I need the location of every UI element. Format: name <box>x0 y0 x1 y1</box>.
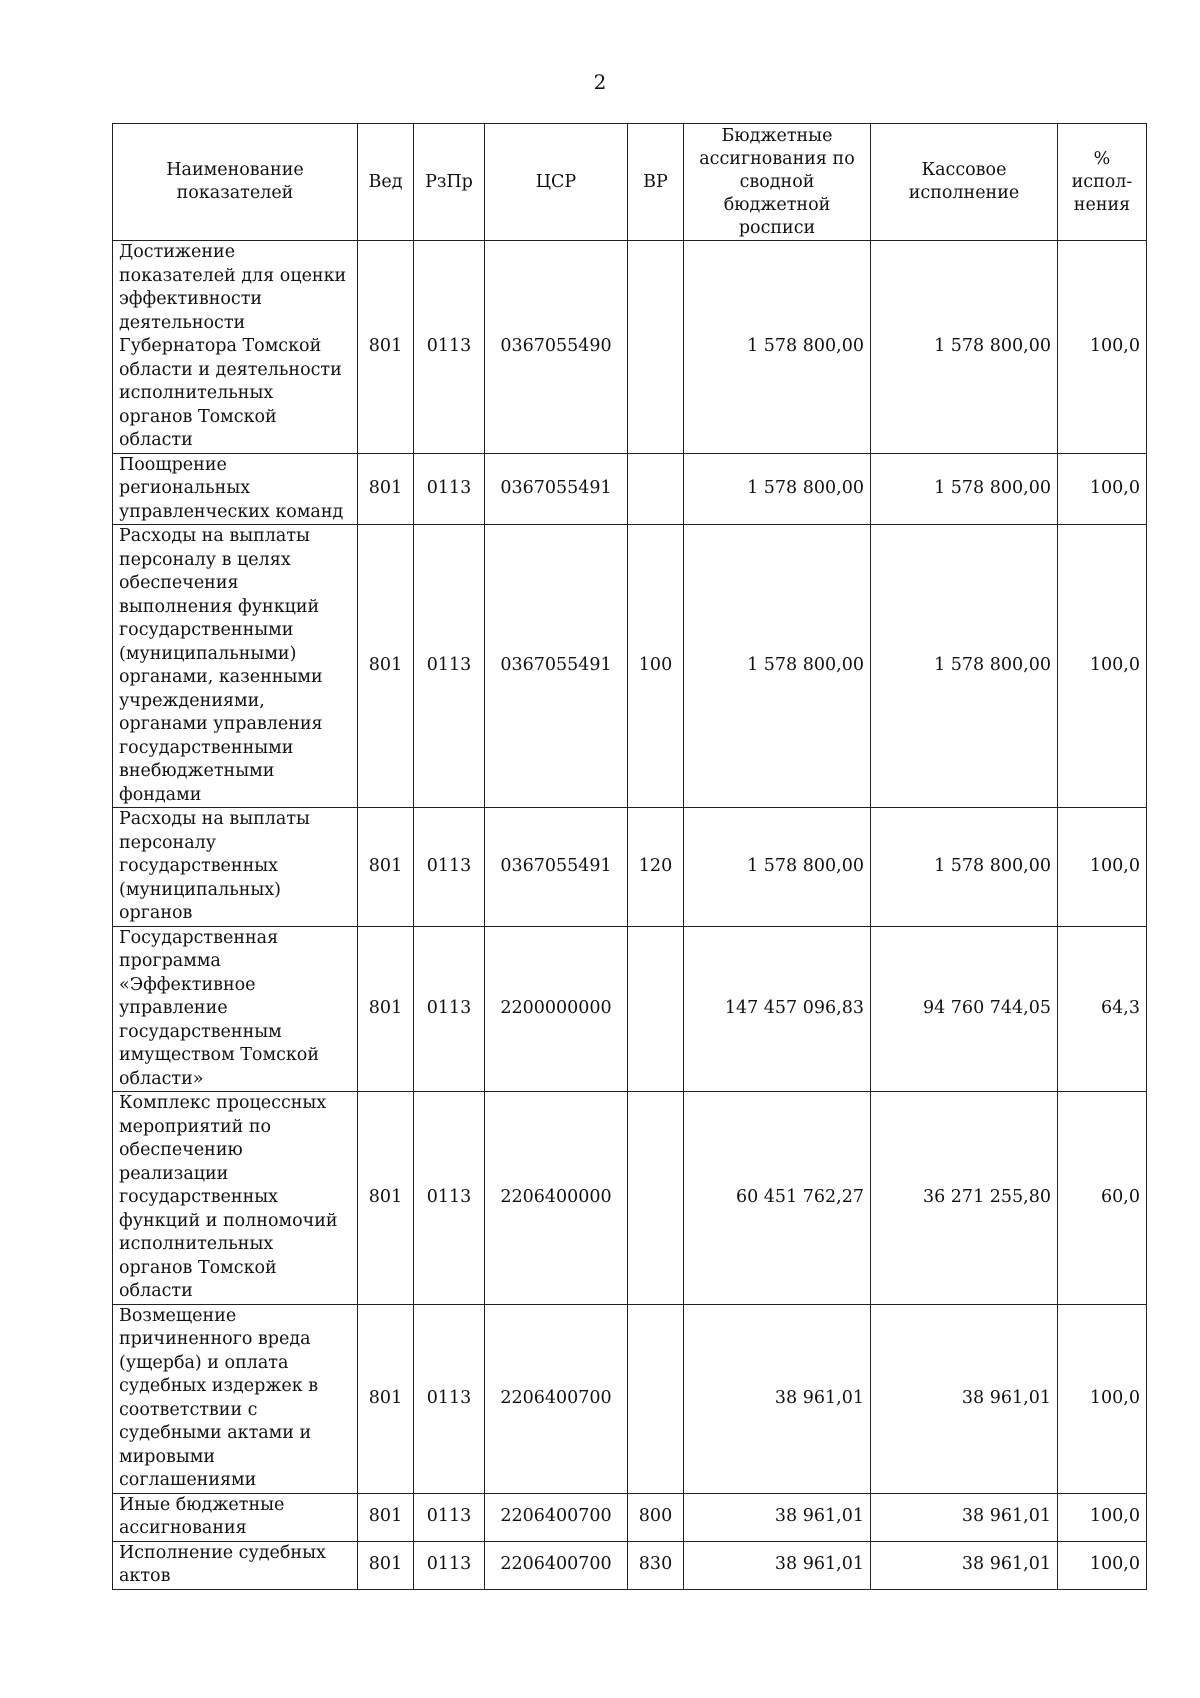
budget-execution-table <box>112 123 1147 1590</box>
row-assignments: 1 578 800,00 <box>684 525 871 808</box>
row-name: Расходы на выплаты персоналу государственных (муниципальных) органов <box>113 808 358 927</box>
row-name: Комплекс процессных мероприятий по обеспечению реализации государственных функций и полномочий исполнительных органов Томской области <box>113 1092 358 1305</box>
row-csr: 2206400700 <box>485 1541 628 1589</box>
row-rzpr: 0113 <box>414 525 485 808</box>
row-ved: 801 <box>358 525 414 808</box>
header-ved: Вед <box>358 124 414 241</box>
row-vr <box>628 926 684 1092</box>
row-csr: 2206400700 <box>485 1304 628 1493</box>
row-assignments: 147 457 096,83 <box>684 926 871 1092</box>
row-vr <box>628 1304 684 1493</box>
row-cash: 1 578 800,00 <box>871 525 1058 808</box>
row-rzpr: 0113 <box>414 808 485 927</box>
row-csr: 2206400700 <box>485 1493 628 1541</box>
row-name: Иные бюджетные ассигнования <box>113 1493 358 1541</box>
table-row <box>113 525 1147 808</box>
row-ved: 801 <box>358 808 414 927</box>
row-percent: 100,0 <box>1058 525 1147 808</box>
row-assignments: 38 961,01 <box>684 1493 871 1541</box>
table-row <box>113 241 1147 454</box>
row-vr: 100 <box>628 525 684 808</box>
row-rzpr: 0113 <box>414 1092 485 1305</box>
row-percent: 60,0 <box>1058 1092 1147 1305</box>
row-vr: 800 <box>628 1493 684 1541</box>
row-percent: 100,0 <box>1058 1304 1147 1493</box>
row-ved: 801 <box>358 241 414 454</box>
header-rzpr: РзПр <box>414 124 485 241</box>
row-name: Государственная программа «Эффективное управление государственным имуществом Томской области» <box>113 926 358 1092</box>
row-vr <box>628 241 684 454</box>
row-vr <box>628 453 684 525</box>
header-vr: ВР <box>628 124 684 241</box>
row-name: Исполнение судебных актов <box>113 1541 358 1589</box>
row-cash: 38 961,01 <box>871 1304 1058 1493</box>
row-cash: 36 271 255,80 <box>871 1092 1058 1305</box>
table-row <box>113 1304 1147 1493</box>
row-ved: 801 <box>358 453 414 525</box>
row-assignments: 1 578 800,00 <box>684 241 871 454</box>
row-rzpr: 0113 <box>414 453 485 525</box>
row-percent: 100,0 <box>1058 453 1147 525</box>
row-rzpr: 0113 <box>414 926 485 1092</box>
header-name: Наименование показателей <box>113 124 358 241</box>
row-rzpr: 0113 <box>414 1493 485 1541</box>
table-row <box>113 453 1147 525</box>
row-rzpr: 0113 <box>414 1304 485 1493</box>
row-csr: 2200000000 <box>485 926 628 1092</box>
row-assignments: 38 961,01 <box>684 1541 871 1589</box>
row-percent: 100,0 <box>1058 1493 1147 1541</box>
header-percent: % испол-нения <box>1058 124 1147 241</box>
row-ved: 801 <box>358 926 414 1092</box>
row-percent: 64,3 <box>1058 926 1147 1092</box>
row-assignments: 38 961,01 <box>684 1304 871 1493</box>
table-row <box>113 808 1147 927</box>
row-vr: 830 <box>628 1541 684 1589</box>
row-rzpr: 0113 <box>414 1541 485 1589</box>
row-csr: 0367055490 <box>485 241 628 454</box>
row-csr: 0367055491 <box>485 453 628 525</box>
row-assignments: 1 578 800,00 <box>684 453 871 525</box>
row-cash: 1 578 800,00 <box>871 808 1058 927</box>
row-ved: 801 <box>358 1541 414 1589</box>
row-csr: 0367055491 <box>485 808 628 927</box>
table-row <box>113 1092 1147 1305</box>
header-cash: Кассовое исполнение <box>871 124 1058 241</box>
page-number: 2 <box>593 70 607 94</box>
header-csr: ЦСР <box>485 124 628 241</box>
row-csr: 2206400000 <box>485 1092 628 1305</box>
row-cash: 38 961,01 <box>871 1541 1058 1589</box>
row-name: Достижение показателей для оценки эффективности деятельности Губернатора Томской области и деятельности исполнительных органов Томской области <box>113 241 358 454</box>
row-csr: 0367055491 <box>485 525 628 808</box>
row-percent: 100,0 <box>1058 241 1147 454</box>
row-ved: 801 <box>358 1092 414 1305</box>
row-name: Возмещение причиненного вреда (ущерба) и оплата судебных издержек в соответствии с судебными актами и мировыми соглашениями <box>113 1304 358 1493</box>
row-name: Поощрение региональных управленческих команд <box>113 453 358 525</box>
row-vr <box>628 1092 684 1305</box>
row-ved: 801 <box>358 1493 414 1541</box>
row-cash: 1 578 800,00 <box>871 453 1058 525</box>
row-percent: 100,0 <box>1058 808 1147 927</box>
row-cash: 38 961,01 <box>871 1493 1058 1541</box>
row-percent: 100,0 <box>1058 1541 1147 1589</box>
row-cash: 1 578 800,00 <box>871 241 1058 454</box>
header-row <box>113 124 1147 241</box>
row-vr: 120 <box>628 808 684 927</box>
table-row <box>113 1541 1147 1589</box>
row-assignments: 60 451 762,27 <box>684 1092 871 1305</box>
row-ved: 801 <box>358 1304 414 1493</box>
row-name: Расходы на выплаты персоналу в целях обеспечения выполнения функций государственными (муниципальными) органами, казенными учреждениями, органами управления государственными внебюджетными фондами <box>113 525 358 808</box>
row-assignments: 1 578 800,00 <box>684 808 871 927</box>
row-rzpr: 0113 <box>414 241 485 454</box>
table-row <box>113 926 1147 1092</box>
table-row <box>113 1493 1147 1541</box>
header-assignments: Бюджетные ассигнования по сводной бюджетной росписи <box>684 124 871 241</box>
row-cash: 94 760 744,05 <box>871 926 1058 1092</box>
